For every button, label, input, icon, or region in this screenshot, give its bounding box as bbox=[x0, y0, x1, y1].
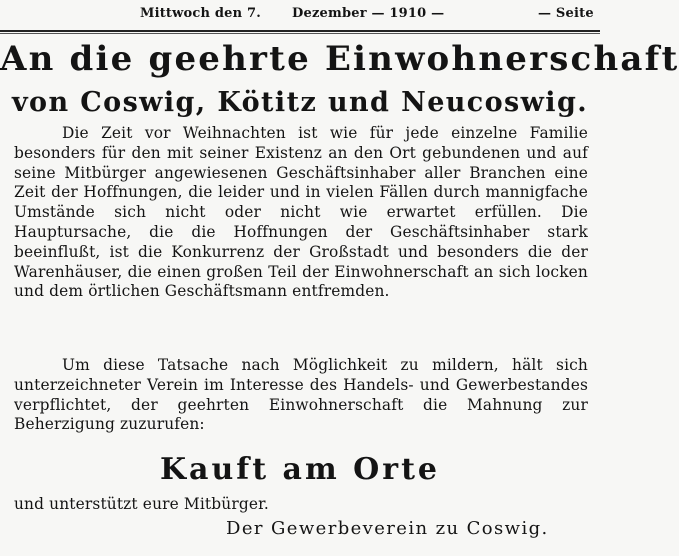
body-paragraph-1: Die Zeit vor Weihnachten ist wie für jede einzelne Familie besonders für den mit seiner Existenz an den Ort gebundenen und auf seine Mitbürger angewiesenen Geschäftsinhaber aller Branchen eine Zeit der Hoffnungen, die leider und in vielen Fällen durch mannigfache Umstände sich nicht oder nicht wie erwartet erfüllen. Die Hauptursache, die die Hoffnungen der Geschäftsinhaber stark beeinflußt, ist die Konkurrenz der Großstadt und besonders die der Warenhäuser, die einen großen Teil der Einwohnerschaft an sich locken und dem örtlichen Geschäftsmann entfremden. bbox=[14, 124, 588, 301]
masthead bbox=[0, 4, 600, 26]
masthead-rule bbox=[0, 30, 600, 32]
masthead-date-month-year: Dezember — 1910 — bbox=[292, 6, 445, 21]
slogan: Kauft am Orte bbox=[159, 452, 441, 487]
headline-line-1: An die geehrte Einwohnerschaft bbox=[0, 39, 679, 79]
headline-line-2: von Coswig, Kötitz und Neucoswig. bbox=[11, 87, 589, 118]
masthead-page-label: — Seite bbox=[538, 6, 594, 21]
closing-line: und unterstützt eure Mitbürger. bbox=[14, 495, 269, 513]
masthead-date-day: Mittwoch den 7. bbox=[140, 6, 262, 21]
masthead-rule-thin bbox=[0, 33, 600, 34]
signature: Der Gewerbeverein zu Coswig. bbox=[226, 518, 549, 539]
body-paragraph-2: Um diese Tatsache nach Möglichkeit zu mildern, hält sich unterzeichneter Verein im Interesse des Handels- und Gewerbestandes verpflichtet, der geehrten Einwohnerschaft die Mahnung zur Beherzigung zuzurufen: bbox=[14, 356, 588, 434]
